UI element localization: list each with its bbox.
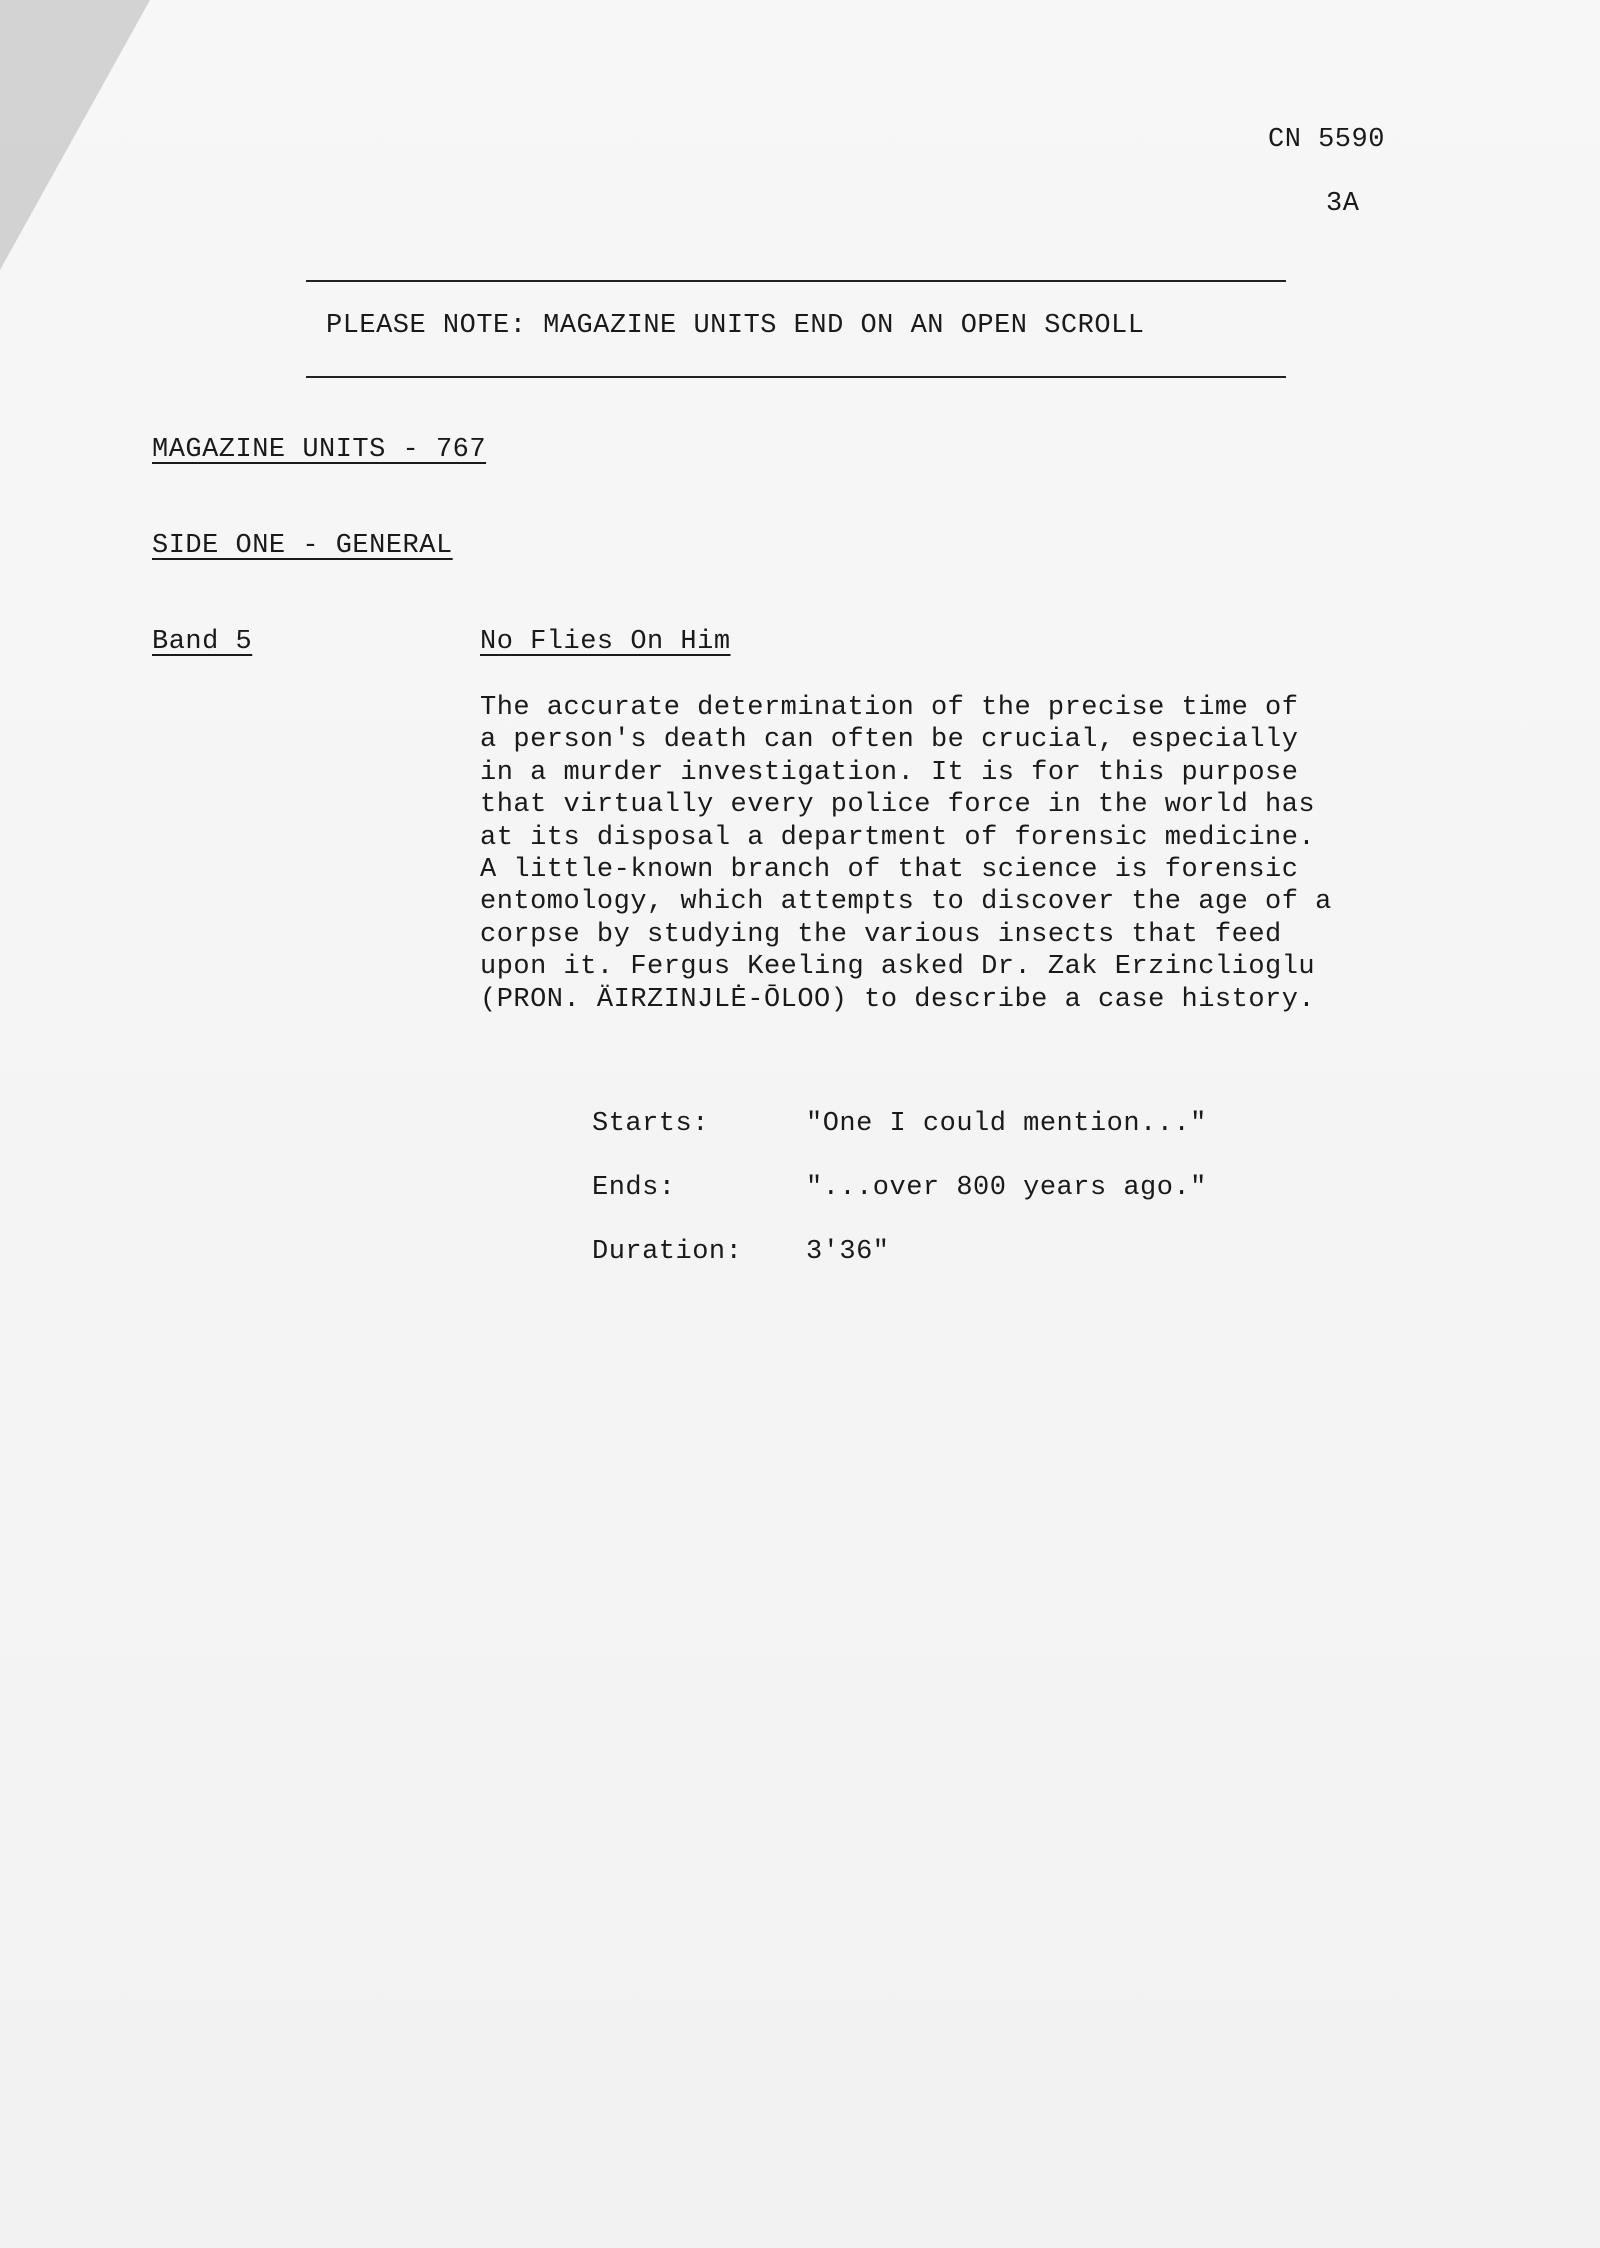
- description-line: that virtually every police force in the world has: [480, 790, 1316, 821]
- description-line: The accurate determination of the precise time of: [480, 693, 1299, 723]
- description-line: A little-known branch of that science is forensic: [480, 855, 1299, 886]
- description-line: in a murder investigation. It is for this purpose: [480, 757, 1299, 788]
- top-rule: [306, 280, 1286, 282]
- band-label: Band 5: [152, 627, 253, 657]
- description-line: (PRON. ÄIRZINJLĖ-ŌLOO) to describe a case history.: [480, 984, 1316, 1015]
- duration-label: Duration:: [592, 1237, 743, 1267]
- bottom-rule: [306, 376, 1286, 378]
- description-line: at its disposal a department of forensic medicine.: [480, 822, 1316, 853]
- duration-value: 3'36": [806, 1237, 890, 1267]
- magazine-units-heading: MAGAZINE UNITS - 767: [152, 435, 487, 465]
- description-line: upon it. Fergus Keeling asked Dr. Zak Erzinclioglu: [480, 952, 1316, 983]
- description-line: corpse by studying the various insects that feed: [480, 919, 1282, 950]
- description-line: a person's death can often be crucial, especially: [480, 725, 1299, 756]
- folded-corner: [0, 0, 150, 270]
- page-code: 3A: [1326, 189, 1360, 219]
- reference-number: CN 5590: [1268, 125, 1385, 155]
- item-title: No Flies On Him: [480, 627, 731, 657]
- ends-label: Ends:: [592, 1173, 676, 1203]
- ends-value: "...over 800 years ago.": [806, 1173, 1207, 1203]
- starts-value: "One I could mention...": [806, 1109, 1207, 1139]
- side-heading: SIDE ONE - GENERAL: [152, 531, 453, 561]
- description-line: entomology, which attempts to discover the age of a: [480, 887, 1332, 918]
- open-scroll-notice: PLEASE NOTE: MAGAZINE UNITS END ON AN OPEN SCROLL: [326, 311, 1145, 341]
- item-description: [480, 692, 1560, 1016]
- starts-label: Starts:: [592, 1109, 709, 1139]
